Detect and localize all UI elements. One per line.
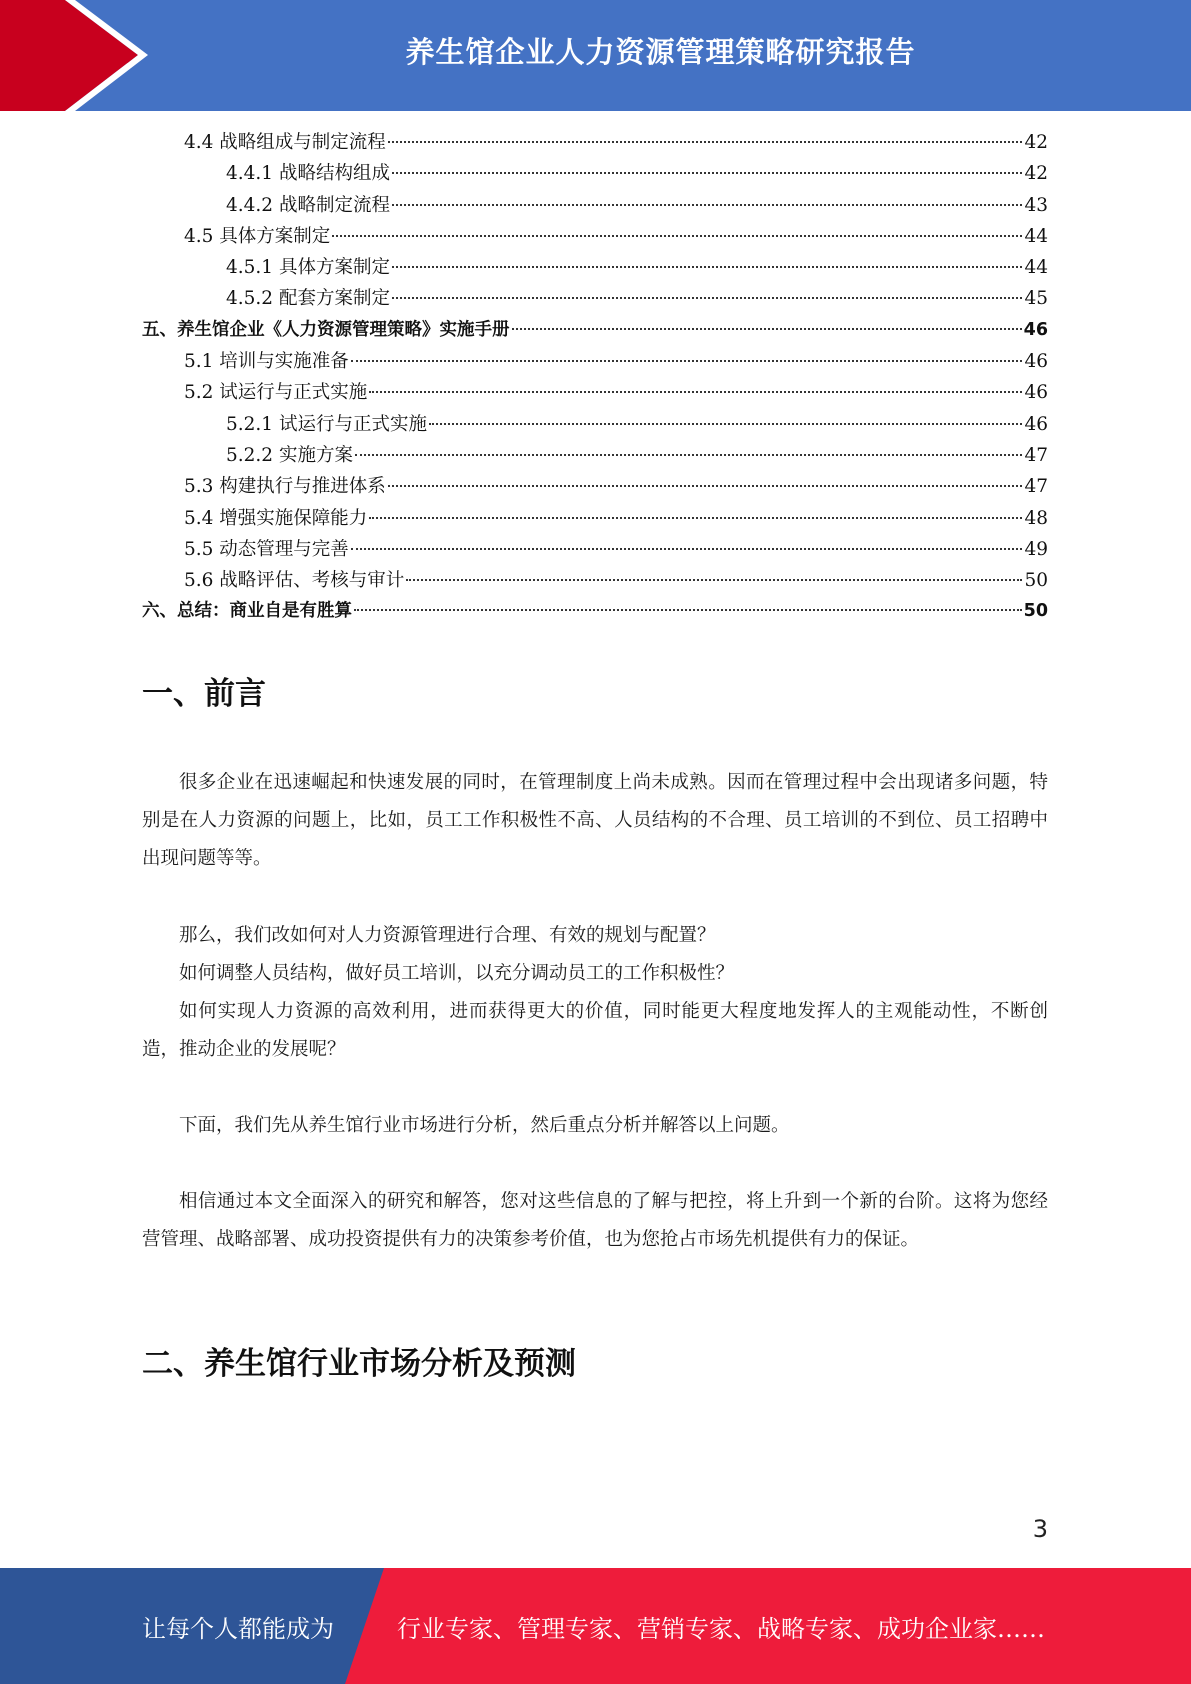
toc-entry[interactable]	[142, 565, 1048, 596]
toc-entry-label: 5.4 增强实施保障能力	[184, 507, 368, 529]
toc-entry[interactable]	[142, 158, 1048, 189]
toc-dot-leader	[406, 578, 1022, 581]
toc-dot-leader	[392, 203, 1022, 206]
toc-entry-page: 43	[1024, 194, 1048, 216]
toc-entry-label: 5.2 试运行与正式实施	[184, 382, 368, 404]
toc-dot-leader	[512, 327, 1022, 330]
toc-dot-leader	[354, 608, 1022, 611]
paragraph: 很多企业在迅速崛起和快速发展的同时，在管理制度上尚未成熟。因而在管理过程中会出现诸多问题，特别是在人力资源的问题上，比如，员工工作积极性不高、人员结构的不合理、员工培训的不到位、员工招聘中出现问题等等。	[142, 772, 1048, 869]
toc-entry[interactable]	[142, 315, 1048, 346]
toc-entry-page: 44	[1024, 257, 1048, 279]
page-footer	[0, 1568, 1191, 1684]
toc-entry-label: 五、养生馆企业《人力资源管理策略》实施手册	[142, 319, 510, 340]
toc-entry-page: 46	[1024, 413, 1048, 435]
toc-entry[interactable]	[142, 440, 1048, 471]
paragraph: 如何调整人员结构，做好员工培训，以充分调动员工的工作积极性？	[179, 963, 735, 984]
toc-dot-leader	[429, 422, 1022, 425]
paragraph: 如何实现人力资源的高效利用，进而获得更大的价值，同时能更大程度地发挥人的主观能动性，不断创造，推动企业的发展呢？	[142, 1001, 1048, 1060]
toc-entry-label: 5.2.1 试运行与正式实施	[226, 413, 427, 435]
toc-dot-leader	[392, 265, 1022, 268]
toc-entry-page: 47	[1024, 476, 1048, 498]
toc-entry[interactable]	[142, 377, 1048, 408]
toc-entry[interactable]	[142, 534, 1048, 565]
paragraph: 下面，我们先从养生馆行业市场进行分析，然后重点分析并解答以上问题。	[179, 1115, 790, 1136]
section-heading-intro: 一、前言	[142, 676, 266, 712]
paragraph: 那么，我们改如何对人力资源管理进行合理、有效的规划与配置？	[179, 925, 716, 946]
toc-dot-leader	[392, 171, 1022, 174]
toc-entry-label: 4.4 战略组成与制定流程	[184, 132, 386, 153]
toc-entry[interactable]	[142, 471, 1048, 502]
toc-entry-label: 5.5 动态管理与完善	[184, 538, 349, 560]
toc-entry-label: 4.4.2 战略制定流程	[226, 194, 390, 216]
toc-entry[interactable]	[142, 283, 1048, 314]
toc-entry[interactable]	[142, 503, 1048, 534]
toc-entry[interactable]	[142, 127, 1048, 158]
toc-entry-label: 4.5.2 配套方案制定	[226, 288, 390, 310]
toc-entry[interactable]	[142, 409, 1048, 440]
toc-entry-label: 4.5 具体方案制定	[184, 225, 331, 247]
toc-dot-leader	[369, 516, 1022, 519]
toc-dot-leader	[332, 234, 1022, 237]
toc-entry-page: 46	[1023, 319, 1048, 340]
toc-entry-label: 5.6 战略评估、考核与审计	[184, 570, 405, 592]
toc-entry-page: 44	[1024, 225, 1048, 247]
toc-dot-leader	[355, 453, 1023, 456]
page-number: 3	[1032, 1515, 1048, 1543]
page-header	[0, 0, 1191, 111]
toc-entry-page: 42	[1024, 132, 1048, 153]
toc-entry-label: 六、总结：商业自是有胜算	[142, 601, 352, 622]
toc-dot-leader	[351, 359, 1023, 362]
toc-entry-label: 5.1 培训与实施准备	[184, 351, 349, 373]
footer-slogan-right: 行业专家、管理专家、营销专家、战略专家、成功企业家……	[397, 1614, 1045, 1643]
toc-entry-page: 46	[1024, 351, 1048, 373]
document-title: 养生馆企业人力资源管理策略研究报告	[405, 34, 916, 69]
toc-entry-page: 50	[1024, 570, 1048, 592]
toc-entry-page: 50	[1023, 601, 1048, 622]
toc-entry-page: 49	[1024, 538, 1048, 560]
footer-slogan-left: 让每个人都能成为	[142, 1614, 334, 1643]
toc-entry-page: 45	[1024, 288, 1048, 310]
section-heading-market: 二、养生馆行业市场分析及预测	[142, 1346, 576, 1382]
toc-entry[interactable]	[142, 346, 1048, 377]
toc-dot-leader	[369, 390, 1022, 393]
toc-entry-label: 5.2.2 实施方案	[226, 444, 353, 466]
toc-entry-page: 46	[1024, 382, 1048, 404]
toc-entry-label: 4.4.1 战略结构组成	[226, 163, 390, 185]
toc-entry[interactable]	[142, 252, 1048, 283]
toc-entry-label: 4.5.1 具体方案制定	[226, 257, 390, 279]
toc-entry-label: 5.3 构建执行与推进体系	[184, 476, 386, 498]
toc-dot-leader	[388, 484, 1023, 487]
toc-entry-page: 48	[1024, 507, 1048, 529]
toc-entry[interactable]	[142, 221, 1048, 252]
toc-dot-leader	[392, 296, 1022, 299]
toc-entry-page: 47	[1024, 444, 1048, 466]
toc-dot-leader	[388, 140, 1023, 143]
toc-entry[interactable]	[142, 190, 1048, 221]
table-of-contents	[142, 127, 1048, 628]
toc-dot-leader	[351, 547, 1023, 550]
toc-entry[interactable]	[142, 596, 1048, 627]
toc-entry-page: 42	[1024, 163, 1048, 185]
paragraph: 相信通过本文全面深入的研究和解答，您对这些信息的了解与把控，将上升到一个新的台阶。这将为您经营管理、战略部署、成功投资提供有力的决策参考价值，也为您抢占市场先机提供有力的保证。	[142, 1191, 1048, 1250]
